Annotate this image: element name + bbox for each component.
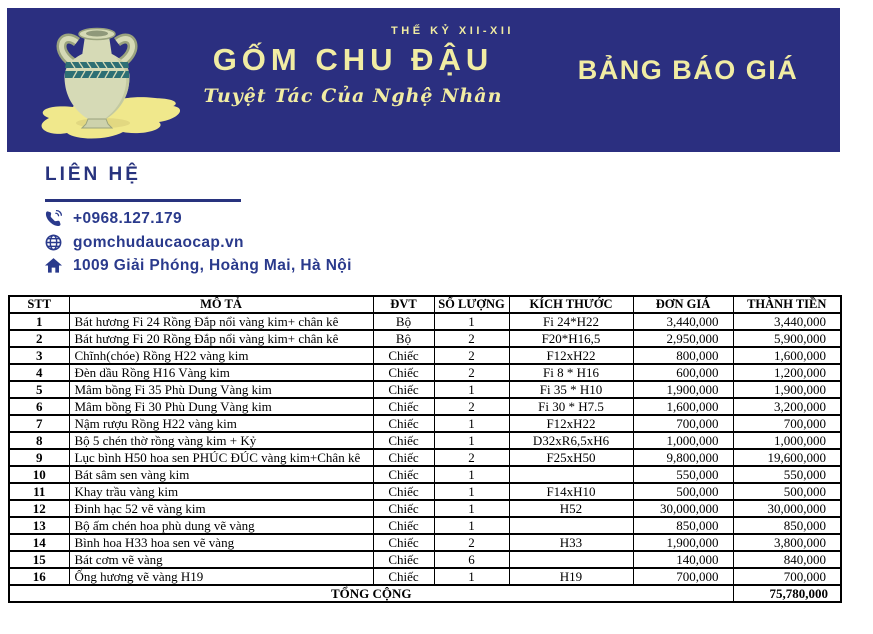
table-cell: Chiếc	[373, 364, 434, 381]
table-cell: Bộ 5 chén thờ rồng vàng kim + Kỷ	[69, 432, 373, 449]
table-cell: Chiếc	[373, 432, 434, 449]
table-row	[9, 517, 841, 534]
globe-icon	[44, 233, 63, 252]
table-cell: 8	[9, 432, 69, 449]
table-cell: F25xH50	[509, 449, 633, 466]
table-cell: Chiếc	[373, 551, 434, 568]
table-cell: 1	[434, 432, 509, 449]
table-cell: 800,000	[633, 347, 733, 364]
column-header: SỐ LƯỢNG	[434, 296, 509, 313]
table-cell	[509, 466, 633, 483]
table-cell: F12xH22	[509, 347, 633, 364]
table-row	[9, 466, 841, 483]
contact-heading: LIÊN HỆ	[45, 164, 141, 185]
table-cell: Bộ	[373, 330, 434, 347]
table-cell: 9,800,000	[633, 449, 733, 466]
table-row	[9, 415, 841, 432]
table-cell: Chiếc	[373, 500, 434, 517]
table-cell: D32xR6,5xH6	[509, 432, 633, 449]
table-cell: F14xH10	[509, 483, 633, 500]
table-cell: 1,600,000	[633, 398, 733, 415]
table-cell: Ống hương vẽ vàng H19	[69, 568, 373, 585]
table-cell: 19,600,000	[733, 449, 841, 466]
table-cell: 1	[434, 381, 509, 398]
era-text: THẾ KỶ XII-XII	[391, 25, 514, 37]
table-row	[9, 432, 841, 449]
table-cell: Chiếc	[373, 466, 434, 483]
table-cell: 30,000,000	[733, 500, 841, 517]
table-cell: 550,000	[633, 466, 733, 483]
table-cell: Chĩnh(chóe) Rồng H22 vàng kim	[69, 347, 373, 364]
table-cell: 1	[434, 466, 509, 483]
table-cell: 2	[434, 347, 509, 364]
table-cell: Chiếc	[373, 449, 434, 466]
contact-heading-rule	[45, 199, 241, 202]
table-cell: H52	[509, 500, 633, 517]
table-cell: Đinh hạc 52 vẽ vàng kim	[69, 500, 373, 517]
price-table-header-row	[9, 296, 841, 313]
table-cell: 2	[434, 364, 509, 381]
table-cell: 13	[9, 517, 69, 534]
table-cell: 1,900,000	[633, 534, 733, 551]
table-cell: 12	[9, 500, 69, 517]
table-cell: 1	[434, 568, 509, 585]
table-row	[9, 483, 841, 500]
table-cell: Bình hoa H33 hoa sen vẽ vàng	[69, 534, 373, 551]
table-cell: 1,900,000	[733, 381, 841, 398]
table-cell: 4	[9, 364, 69, 381]
table-cell: 5	[9, 381, 69, 398]
column-header: MÔ TẢ	[69, 296, 373, 313]
table-row	[9, 534, 841, 551]
table-row	[9, 449, 841, 466]
table-cell: Chiếc	[373, 568, 434, 585]
table-cell: Fi 35 * H10	[509, 381, 633, 398]
table-cell: 6	[9, 398, 69, 415]
table-cell: 14	[9, 534, 69, 551]
table-cell: 2	[9, 330, 69, 347]
table-cell: 850,000	[633, 517, 733, 534]
price-table-body	[9, 313, 841, 585]
table-cell: 3,440,000	[733, 313, 841, 330]
table-cell: Chiếc	[373, 398, 434, 415]
table-cell: Fi 8 * H16	[509, 364, 633, 381]
table-cell: 6	[434, 551, 509, 568]
table-row	[9, 313, 841, 330]
table-cell: Bát cơm vẽ vàng	[69, 551, 373, 568]
table-cell: Bát sâm sen vàng kim	[69, 466, 373, 483]
table-cell: 840,000	[733, 551, 841, 568]
table-cell: 10	[9, 466, 69, 483]
table-cell: 550,000	[733, 466, 841, 483]
table-cell: Lục bình H50 hoa sen PHÚC ĐÚC vàng kim+Chân kê	[69, 449, 373, 466]
table-cell: 700,000	[633, 568, 733, 585]
price-table-head	[9, 296, 841, 313]
table-cell: Chiếc	[373, 534, 434, 551]
table-cell: 1,000,000	[633, 432, 733, 449]
table-cell: F12xH22	[509, 415, 633, 432]
table-cell: 140,000	[633, 551, 733, 568]
table-cell: Bát hương Fi 20 Rồng Đắp nổi vàng kim+ chân kê	[69, 330, 373, 347]
table-cell: F20*H16,5	[509, 330, 633, 347]
table-cell: 1	[434, 313, 509, 330]
price-table	[8, 295, 842, 603]
table-row	[9, 347, 841, 364]
column-header: THÀNH TIỀN	[733, 296, 841, 313]
table-cell: 7	[9, 415, 69, 432]
total-row	[9, 585, 841, 602]
table-cell: Fi 30 * H7.5	[509, 398, 633, 415]
table-cell: 30,000,000	[633, 500, 733, 517]
ceramic-vase-icon	[21, 12, 191, 152]
table-cell: 1,900,000	[633, 381, 733, 398]
table-cell: 2	[434, 330, 509, 347]
table-cell: H33	[509, 534, 633, 551]
total-value: 75,780,000	[733, 585, 841, 602]
table-cell: Fi 24*H22	[509, 313, 633, 330]
table-cell: Khay trầu vàng kim	[69, 483, 373, 500]
table-cell: 600,000	[633, 364, 733, 381]
table-cell: 500,000	[733, 483, 841, 500]
table-row	[9, 568, 841, 585]
contact-address-row	[44, 256, 352, 275]
table-cell: 700,000	[733, 568, 841, 585]
table-cell: 2	[434, 534, 509, 551]
table-cell: 3,440,000	[633, 313, 733, 330]
table-cell: Chiếc	[373, 381, 434, 398]
table-cell: 1	[9, 313, 69, 330]
table-cell	[509, 517, 633, 534]
table-cell: Đèn dầu Rồng H16 Vàng kim	[69, 364, 373, 381]
table-cell: Chiếc	[373, 415, 434, 432]
column-header: ĐƠN GIÁ	[633, 296, 733, 313]
table-row	[9, 500, 841, 517]
table-cell: 700,000	[733, 415, 841, 432]
table-cell: 3	[9, 347, 69, 364]
table-cell: Bộ	[373, 313, 434, 330]
contact-phone: +0968.127.179	[73, 209, 183, 227]
table-cell: Bát hương Fi 24 Rồng Đắp nổi vàng kim+ chân kê	[69, 313, 373, 330]
home-icon	[44, 256, 63, 275]
total-label: TỔNG CỘNG	[9, 585, 733, 602]
table-row	[9, 330, 841, 347]
table-cell: Chiếc	[373, 347, 434, 364]
phone-icon	[44, 209, 63, 228]
table-cell: 2	[434, 398, 509, 415]
table-cell: 9	[9, 449, 69, 466]
table-cell: Nậm rượu Rồng H22 vàng kim	[69, 415, 373, 432]
contact-website: gomchudaucaocap.vn	[73, 233, 244, 251]
header-banner	[7, 8, 840, 152]
table-cell: Bộ ấm chén hoa phù dung vẽ vàng	[69, 517, 373, 534]
table-row	[9, 364, 841, 381]
contact-website-row	[44, 233, 244, 252]
table-row	[9, 551, 841, 568]
contact-address: 1009 Giải Phóng, Hoàng Mai, Hà Nội	[73, 256, 352, 274]
document-title: BẢNG BÁO GIÁ	[577, 55, 799, 85]
table-row	[9, 398, 841, 415]
table-cell: 500,000	[633, 483, 733, 500]
brand-tagline: Tuyệt Tác Của Nghệ Nhân	[203, 85, 503, 107]
table-cell: H19	[509, 568, 633, 585]
table-cell: 850,000	[733, 517, 841, 534]
table-cell: 3,800,000	[733, 534, 841, 551]
table-cell: 15	[9, 551, 69, 568]
column-header: STT	[9, 296, 69, 313]
table-cell: 5,900,000	[733, 330, 841, 347]
table-cell: 1	[434, 415, 509, 432]
table-cell	[509, 551, 633, 568]
column-header: ĐVT	[373, 296, 434, 313]
table-cell: 1	[434, 500, 509, 517]
table-cell: 700,000	[633, 415, 733, 432]
column-header: KÍCH THƯỚC	[509, 296, 633, 313]
table-cell: 1,200,000	[733, 364, 841, 381]
table-row	[9, 381, 841, 398]
table-cell: 1	[434, 517, 509, 534]
table-cell: Chiếc	[373, 517, 434, 534]
table-cell: 1	[434, 483, 509, 500]
table-cell: Mâm bồng Fi 30 Phù Dung Vàng kim	[69, 398, 373, 415]
contact-phone-row	[44, 209, 182, 228]
table-cell: 2,950,000	[633, 330, 733, 347]
table-cell: 16	[9, 568, 69, 585]
table-cell: 2	[434, 449, 509, 466]
brand-title: GỐM CHU ĐẬU	[212, 42, 494, 77]
table-cell: Chiếc	[373, 483, 434, 500]
table-cell: 1,600,000	[733, 347, 841, 364]
table-cell: Mâm bồng Fi 35 Phù Dung Vàng kim	[69, 381, 373, 398]
table-cell: 3,200,000	[733, 398, 841, 415]
table-cell: 1,000,000	[733, 432, 841, 449]
table-cell: 11	[9, 483, 69, 500]
